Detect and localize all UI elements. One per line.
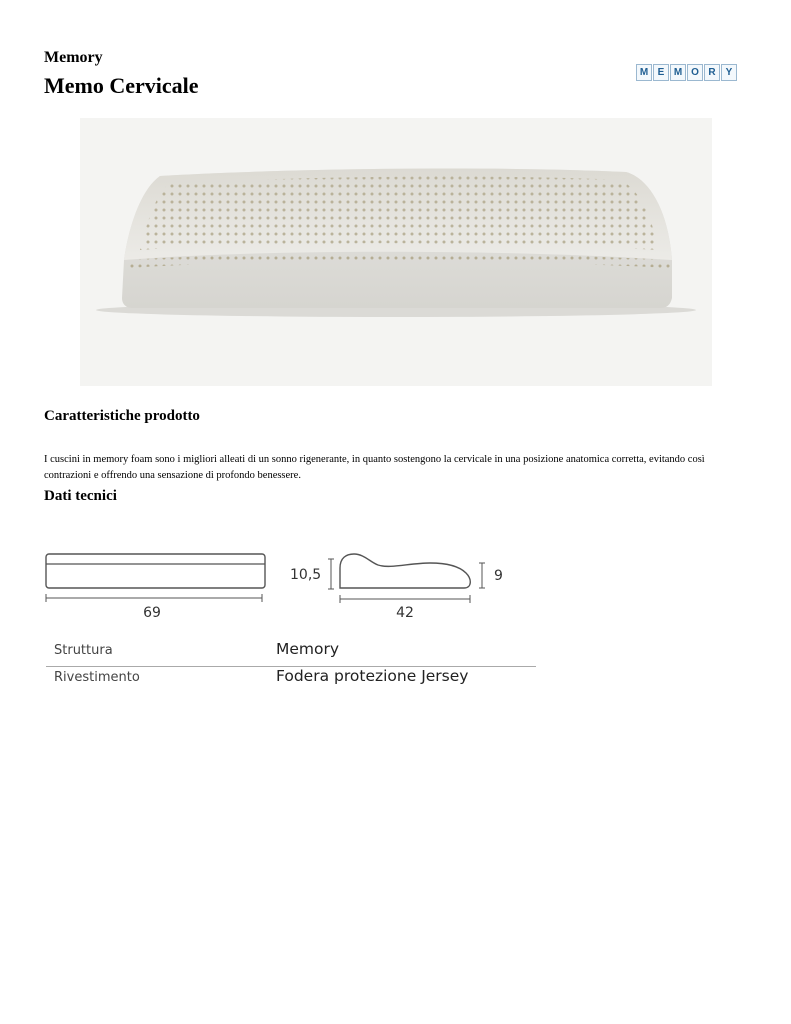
width-label: 42 <box>396 605 414 621</box>
pillow-illustration <box>80 118 712 386</box>
spec-value: Fodera protezione Jersey <box>276 667 469 685</box>
height-high-label: 10,5 <box>290 567 322 583</box>
technical-heading: Dati tecnici <box>44 488 117 504</box>
memory-logo <box>636 64 737 81</box>
length-label: 69 <box>143 605 161 621</box>
features-description: I cuscini in memory foam sono i migliori alleati di un sonno rigenerante, in quanto sostengono la cervicale in una posizione anatomica corretta, evitando così contrazioni e offrendo una sensazione di profondo benessere. <box>44 454 705 481</box>
logo-letter: O <box>687 64 703 81</box>
spec-row-rivestimento <box>46 667 536 693</box>
spec-table <box>46 640 536 693</box>
spec-value: Memory <box>276 640 340 658</box>
features-heading: Caratteristiche prodotto <box>44 408 200 424</box>
height-low-label: 9 <box>494 568 503 584</box>
logo-letter: M <box>636 64 652 81</box>
dimension-drawing <box>40 540 520 630</box>
logo-letter: E <box>653 64 669 81</box>
spec-row-struttura <box>46 640 536 667</box>
product-title: Memo Cervicale <box>44 73 199 98</box>
logo-letter: M <box>670 64 686 81</box>
logo-letter: R <box>704 64 720 81</box>
product-photo <box>80 118 712 386</box>
spec-key: Rivestimento <box>54 670 140 685</box>
pillow-profile-outline <box>340 554 470 588</box>
brand-name: Memory <box>44 49 103 66</box>
spec-key: Struttura <box>54 643 113 658</box>
pillow-front-outline <box>46 554 265 588</box>
logo-letter: Y <box>721 64 737 81</box>
